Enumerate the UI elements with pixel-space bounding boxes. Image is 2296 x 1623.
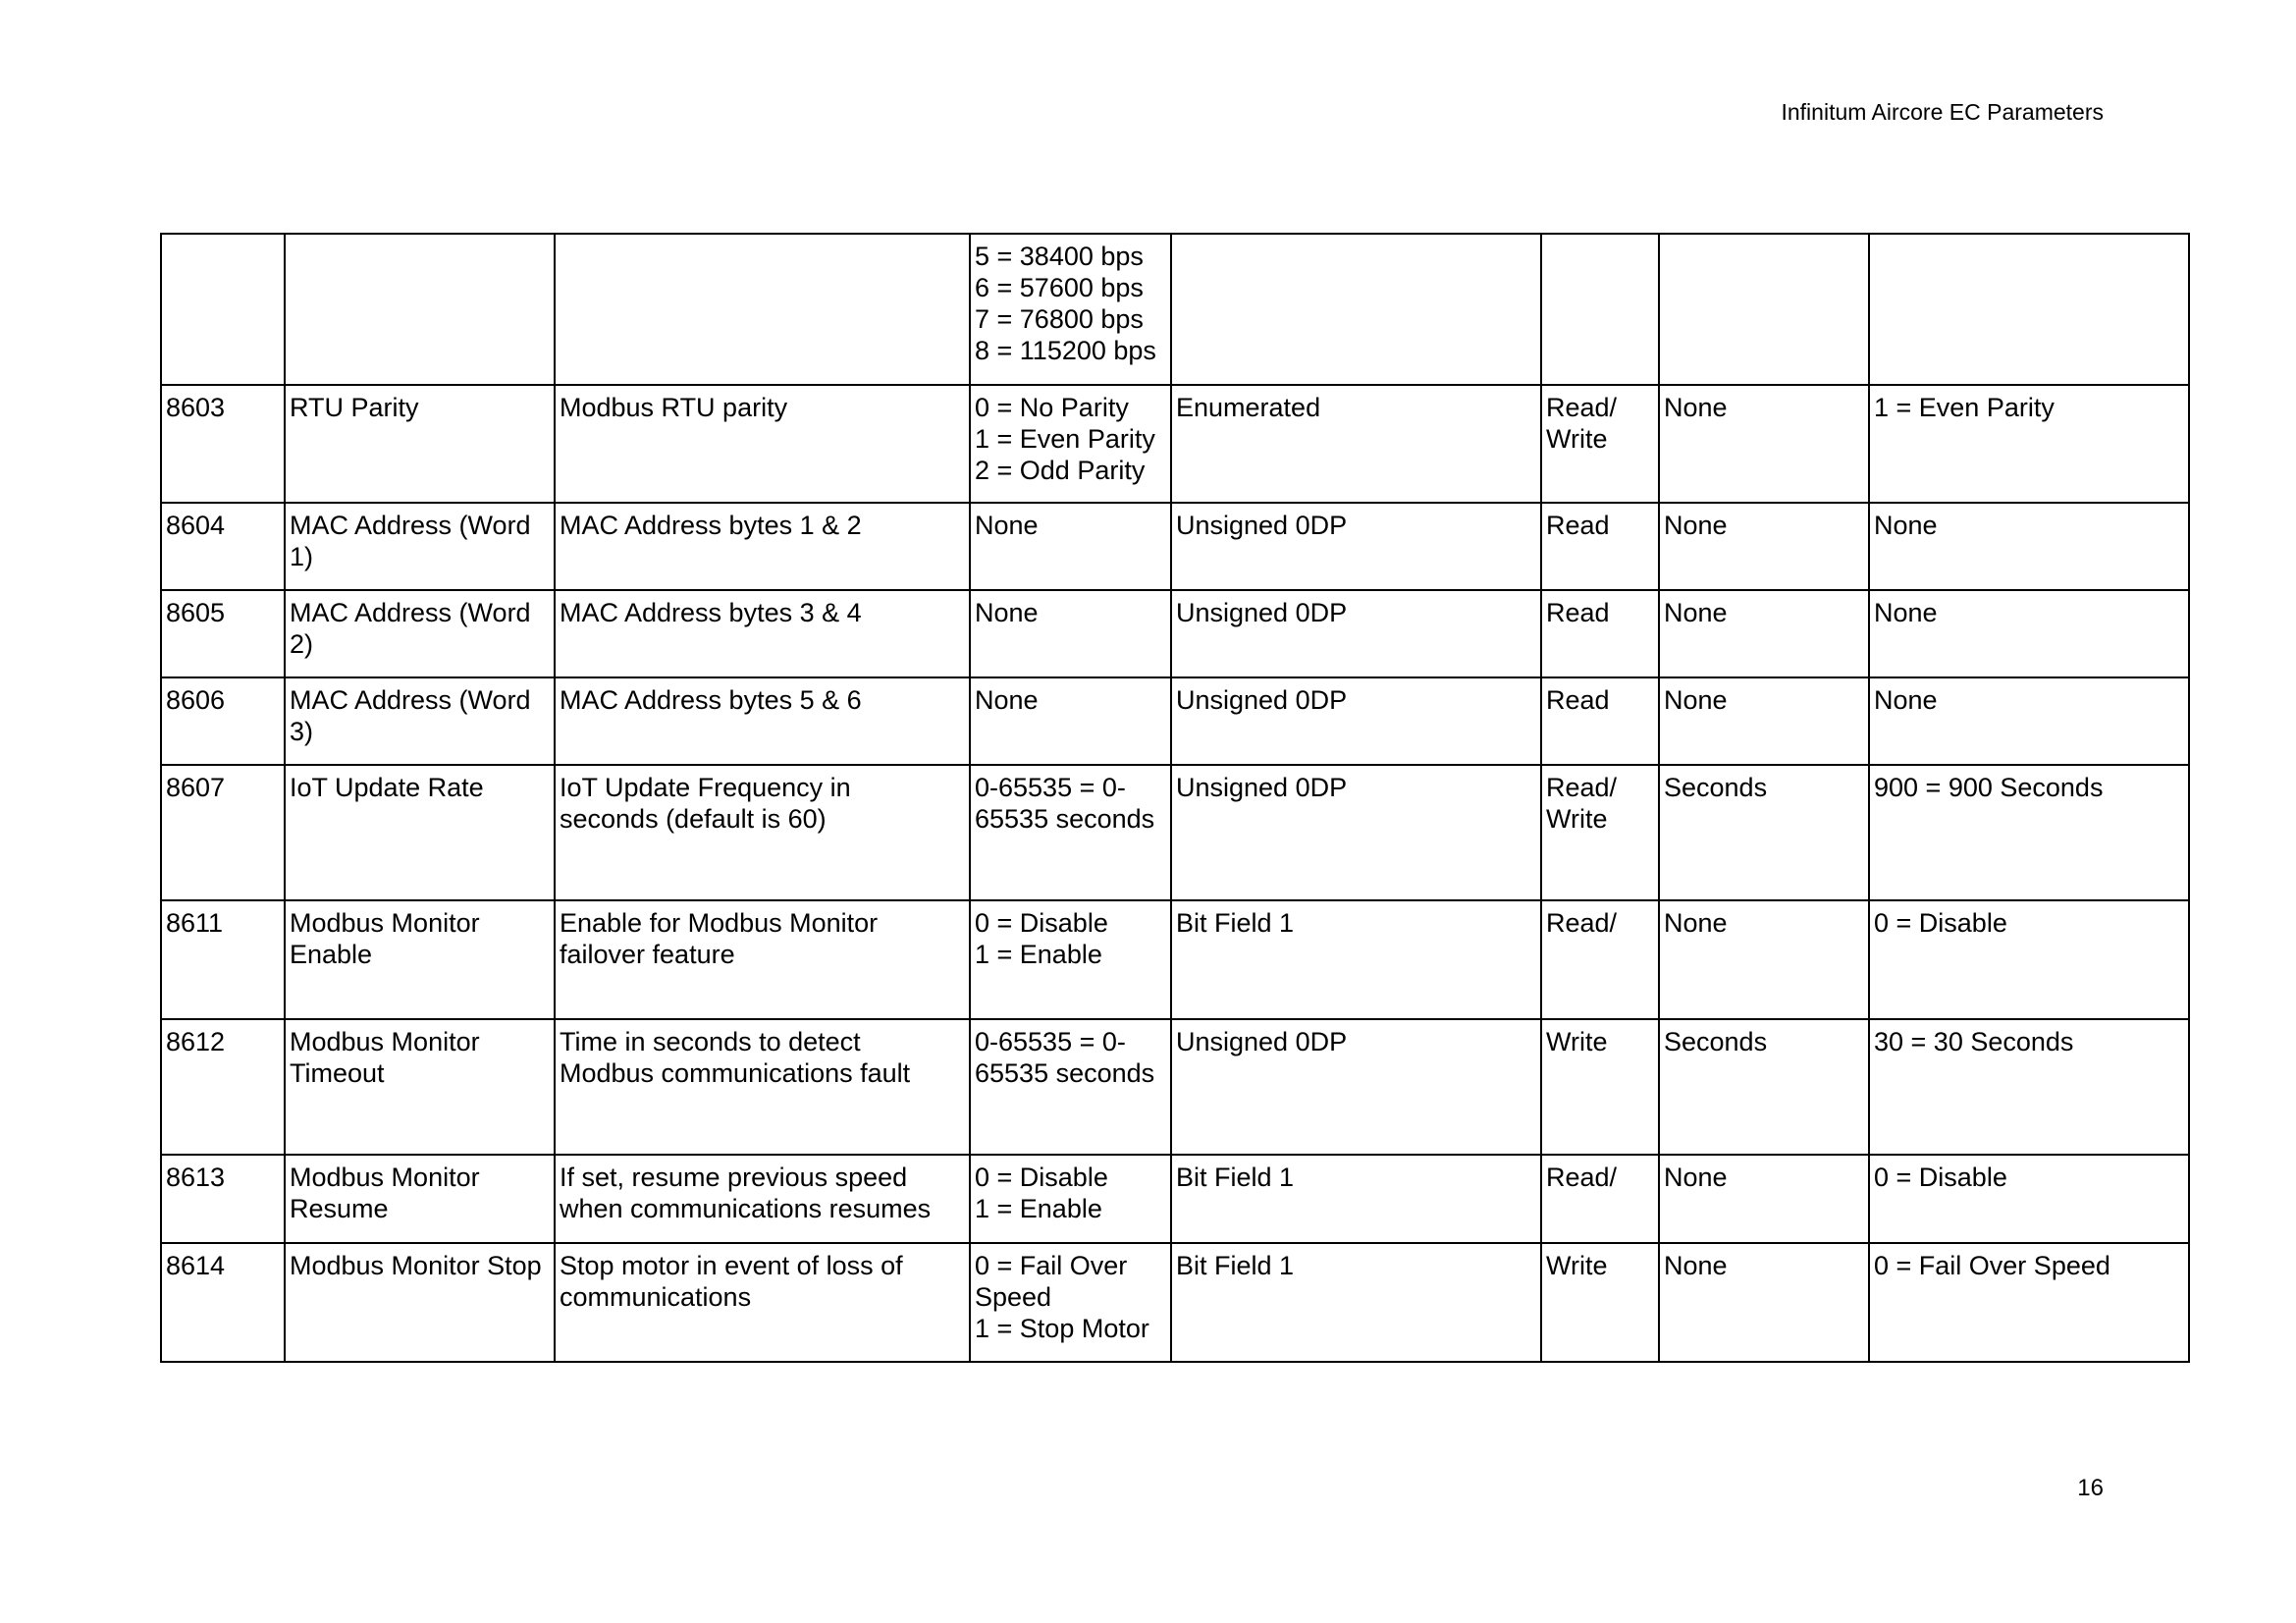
default-cell: None <box>1869 590 2189 677</box>
access-cell: Write <box>1541 1019 1659 1155</box>
default-cell: 0 = Fail Over Speed <box>1869 1243 2189 1362</box>
default-cell: 900 = 900 Seconds <box>1869 765 2189 900</box>
format-cell: Unsigned 0DP <box>1171 590 1541 677</box>
format-cell: Unsigned 0DP <box>1171 677 1541 765</box>
units-cell: None <box>1659 503 1869 590</box>
range-cell: 5 = 38400 bps 6 = 57600 bps 7 = 76800 bps 8 = 115200 bps <box>970 234 1171 385</box>
range-cell: 0-65535 = 0- 65535 seconds <box>970 765 1171 900</box>
access-cell: Read <box>1541 590 1659 677</box>
table-row <box>161 677 2189 765</box>
units-cell: None <box>1659 590 1869 677</box>
format-cell: Bit Field 1 <box>1171 1155 1541 1243</box>
units-cell: None <box>1659 385 1869 503</box>
range-cell: 0-65535 = 0- 65535 seconds <box>970 1019 1171 1155</box>
description-cell: IoT Update Frequency in seconds (default is 60) <box>555 765 970 900</box>
range-cell: 0 = Disable 1 = Enable <box>970 900 1171 1019</box>
format-cell: Unsigned 0DP <box>1171 765 1541 900</box>
range-cell: None <box>970 503 1171 590</box>
default-cell: 30 = 30 Seconds <box>1869 1019 2189 1155</box>
range-cell: None <box>970 677 1171 765</box>
access-cell: Read <box>1541 677 1659 765</box>
name-cell: Modbus Monitor Timeout <box>285 1019 555 1155</box>
units-cell: None <box>1659 900 1869 1019</box>
default-cell: None <box>1869 503 2189 590</box>
access-cell: Read/ Write <box>1541 765 1659 900</box>
table-row <box>161 503 2189 590</box>
name-cell: Modbus Monitor Enable <box>285 900 555 1019</box>
name-cell <box>285 234 555 385</box>
table-row <box>161 1019 2189 1155</box>
units-cell: None <box>1659 677 1869 765</box>
register-cell: 8605 <box>161 590 285 677</box>
units-cell: None <box>1659 1243 1869 1362</box>
range-cell: 0 = Fail Over Speed 1 = Stop Motor <box>970 1243 1171 1362</box>
description-cell: MAC Address bytes 3 & 4 <box>555 590 970 677</box>
format-cell: Bit Field 1 <box>1171 900 1541 1019</box>
register-cell: 8612 <box>161 1019 285 1155</box>
name-cell: MAC Address (Word 2) <box>285 590 555 677</box>
access-cell: Read/ Write <box>1541 385 1659 503</box>
name-cell: MAC Address (Word 1) <box>285 503 555 590</box>
register-cell: 8607 <box>161 765 285 900</box>
description-cell <box>555 234 970 385</box>
default-cell: 0 = Disable <box>1869 900 2189 1019</box>
register-cell: 8604 <box>161 503 285 590</box>
register-cell: 8611 <box>161 900 285 1019</box>
format-cell: Enumerated <box>1171 385 1541 503</box>
access-cell: Read <box>1541 503 1659 590</box>
table-row <box>161 1243 2189 1362</box>
table-row <box>161 234 2189 385</box>
name-cell: Modbus Monitor Resume <box>285 1155 555 1243</box>
table-row <box>161 765 2189 900</box>
default-cell: 1 = Even Parity <box>1869 385 2189 503</box>
access-cell: Read/ <box>1541 1155 1659 1243</box>
default-cell: 0 = Disable <box>1869 1155 2189 1243</box>
register-cell: 8614 <box>161 1243 285 1362</box>
format-cell: Unsigned 0DP <box>1171 1019 1541 1155</box>
page-header-title: Infinitum Aircore EC Parameters <box>1781 99 2104 125</box>
name-cell: Modbus Monitor Stop <box>285 1243 555 1362</box>
format-cell: Unsigned 0DP <box>1171 503 1541 590</box>
default-cell: None <box>1869 677 2189 765</box>
units-cell <box>1659 234 1869 385</box>
range-cell: 0 = No Parity 1 = Even Parity 2 = Odd Parity <box>970 385 1171 503</box>
table-row <box>161 900 2189 1019</box>
table-row <box>161 1155 2189 1243</box>
parameters-table <box>160 233 2190 1363</box>
units-cell: None <box>1659 1155 1869 1243</box>
name-cell: IoT Update Rate <box>285 765 555 900</box>
range-cell: None <box>970 590 1171 677</box>
units-cell: Seconds <box>1659 765 1869 900</box>
register-cell: 8603 <box>161 385 285 503</box>
description-cell: Time in seconds to detect Modbus communications fault <box>555 1019 970 1155</box>
description-cell: Enable for Modbus Monitor failover feature <box>555 900 970 1019</box>
register-cell <box>161 234 285 385</box>
page-number: 16 <box>2077 1475 2104 1501</box>
register-cell: 8613 <box>161 1155 285 1243</box>
default-cell <box>1869 234 2189 385</box>
access-cell <box>1541 234 1659 385</box>
description-cell: Stop motor in event of loss of communications <box>555 1243 970 1362</box>
description-cell: If set, resume previous speed when communications resumes <box>555 1155 970 1243</box>
name-cell: MAC Address (Word 3) <box>285 677 555 765</box>
format-cell <box>1171 234 1541 385</box>
table-row <box>161 590 2189 677</box>
units-cell: Seconds <box>1659 1019 1869 1155</box>
description-cell: MAC Address bytes 5 & 6 <box>555 677 970 765</box>
range-cell: 0 = Disable 1 = Enable <box>970 1155 1171 1243</box>
format-cell: Bit Field 1 <box>1171 1243 1541 1362</box>
table-row <box>161 385 2189 503</box>
description-cell: Modbus RTU parity <box>555 385 970 503</box>
description-cell: MAC Address bytes 1 & 2 <box>555 503 970 590</box>
access-cell: Read/ <box>1541 900 1659 1019</box>
name-cell: RTU Parity <box>285 385 555 503</box>
register-cell: 8606 <box>161 677 285 765</box>
access-cell: Write <box>1541 1243 1659 1362</box>
